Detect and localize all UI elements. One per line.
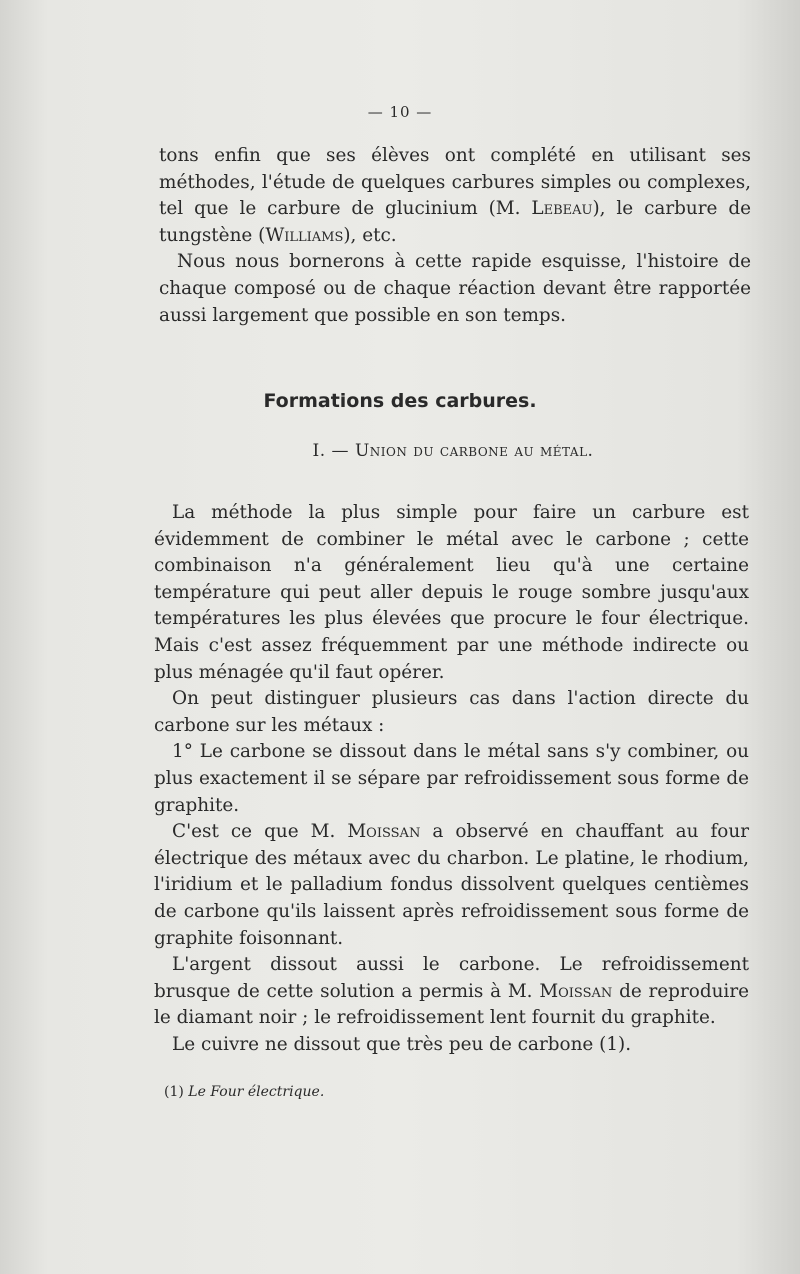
body-paragraph-4: C'est ce que M. Moissan a observé en chauffant au four électrique des métaux avec du charbon. Le platine, le rhodium, l'iridium et le palladium fondus dissolvent quelques centièmes de carbone qu'ils laissent après refroidissement sous forme de graphite foisonnant. xyxy=(154,821,749,949)
subsection-heading: I. — Union du carbone au métal. xyxy=(312,441,594,461)
intro-paragraph-2: Nous nous bornerons à cette rapide esquisse, l'histoire de chaque composé ou de chaque réaction devant être rapportée aussi largement que possible en son temps. xyxy=(159,251,751,326)
author-name: Lebeau xyxy=(531,198,593,220)
body-text xyxy=(154,500,749,1058)
author-name: Moissan xyxy=(539,980,613,1002)
author-name: Williams xyxy=(265,224,344,246)
body-paragraph-6: Le cuivre ne dissout que très peu de carbone (1). xyxy=(172,1033,632,1055)
page-number: — 10 — xyxy=(367,103,433,121)
body-paragraph-2: On peut distinguer plusieurs cas dans l'action directe du carbone sur les métaux : xyxy=(154,688,749,736)
intro-text xyxy=(159,143,751,329)
footnote-marker: (1) xyxy=(164,1084,184,1100)
body-paragraph-3: 1° Le carbone se dissout dans le métal sans s'y combiner, ou plus exactement il se sépare par refroidissement sous forme de graphite. xyxy=(154,741,749,816)
author-name: Moissan xyxy=(347,821,421,843)
intro-paragraph-1: tons enfin que ses élèves ont complété en utilisant ses méthodes, l'étude de quelques carbures simples ou complexes, tel que le carbure de glucinium (M. Lebeau), le carbure de tungstène (Williams), etc. xyxy=(159,145,752,246)
body-paragraph-5: L'argent dissout aussi le carbone. Le refroidissement brusque de cette solution a permis à M. Moissan de reproduire le diamant noir ; le refroidissement lent fournit du graphite. xyxy=(154,954,749,1029)
footnote-text: Le Four électrique. xyxy=(188,1084,325,1100)
body-paragraph-1: La méthode la plus simple pour faire un carbure est évidemment de combiner le métal avec le carbone ; cette combinaison n'a généralement lieu qu'à une certaine température qui peut aller depuis le rouge sombre jusqu'aux températures les plus élevées que procure le four électrique. Mais c'est assez fréquemment par une méthode indirecte ou plus ménagée qu'il faut opérer. xyxy=(154,502,749,683)
footnote xyxy=(164,1084,324,1100)
section-heading: Formations des carbures. xyxy=(263,390,537,412)
